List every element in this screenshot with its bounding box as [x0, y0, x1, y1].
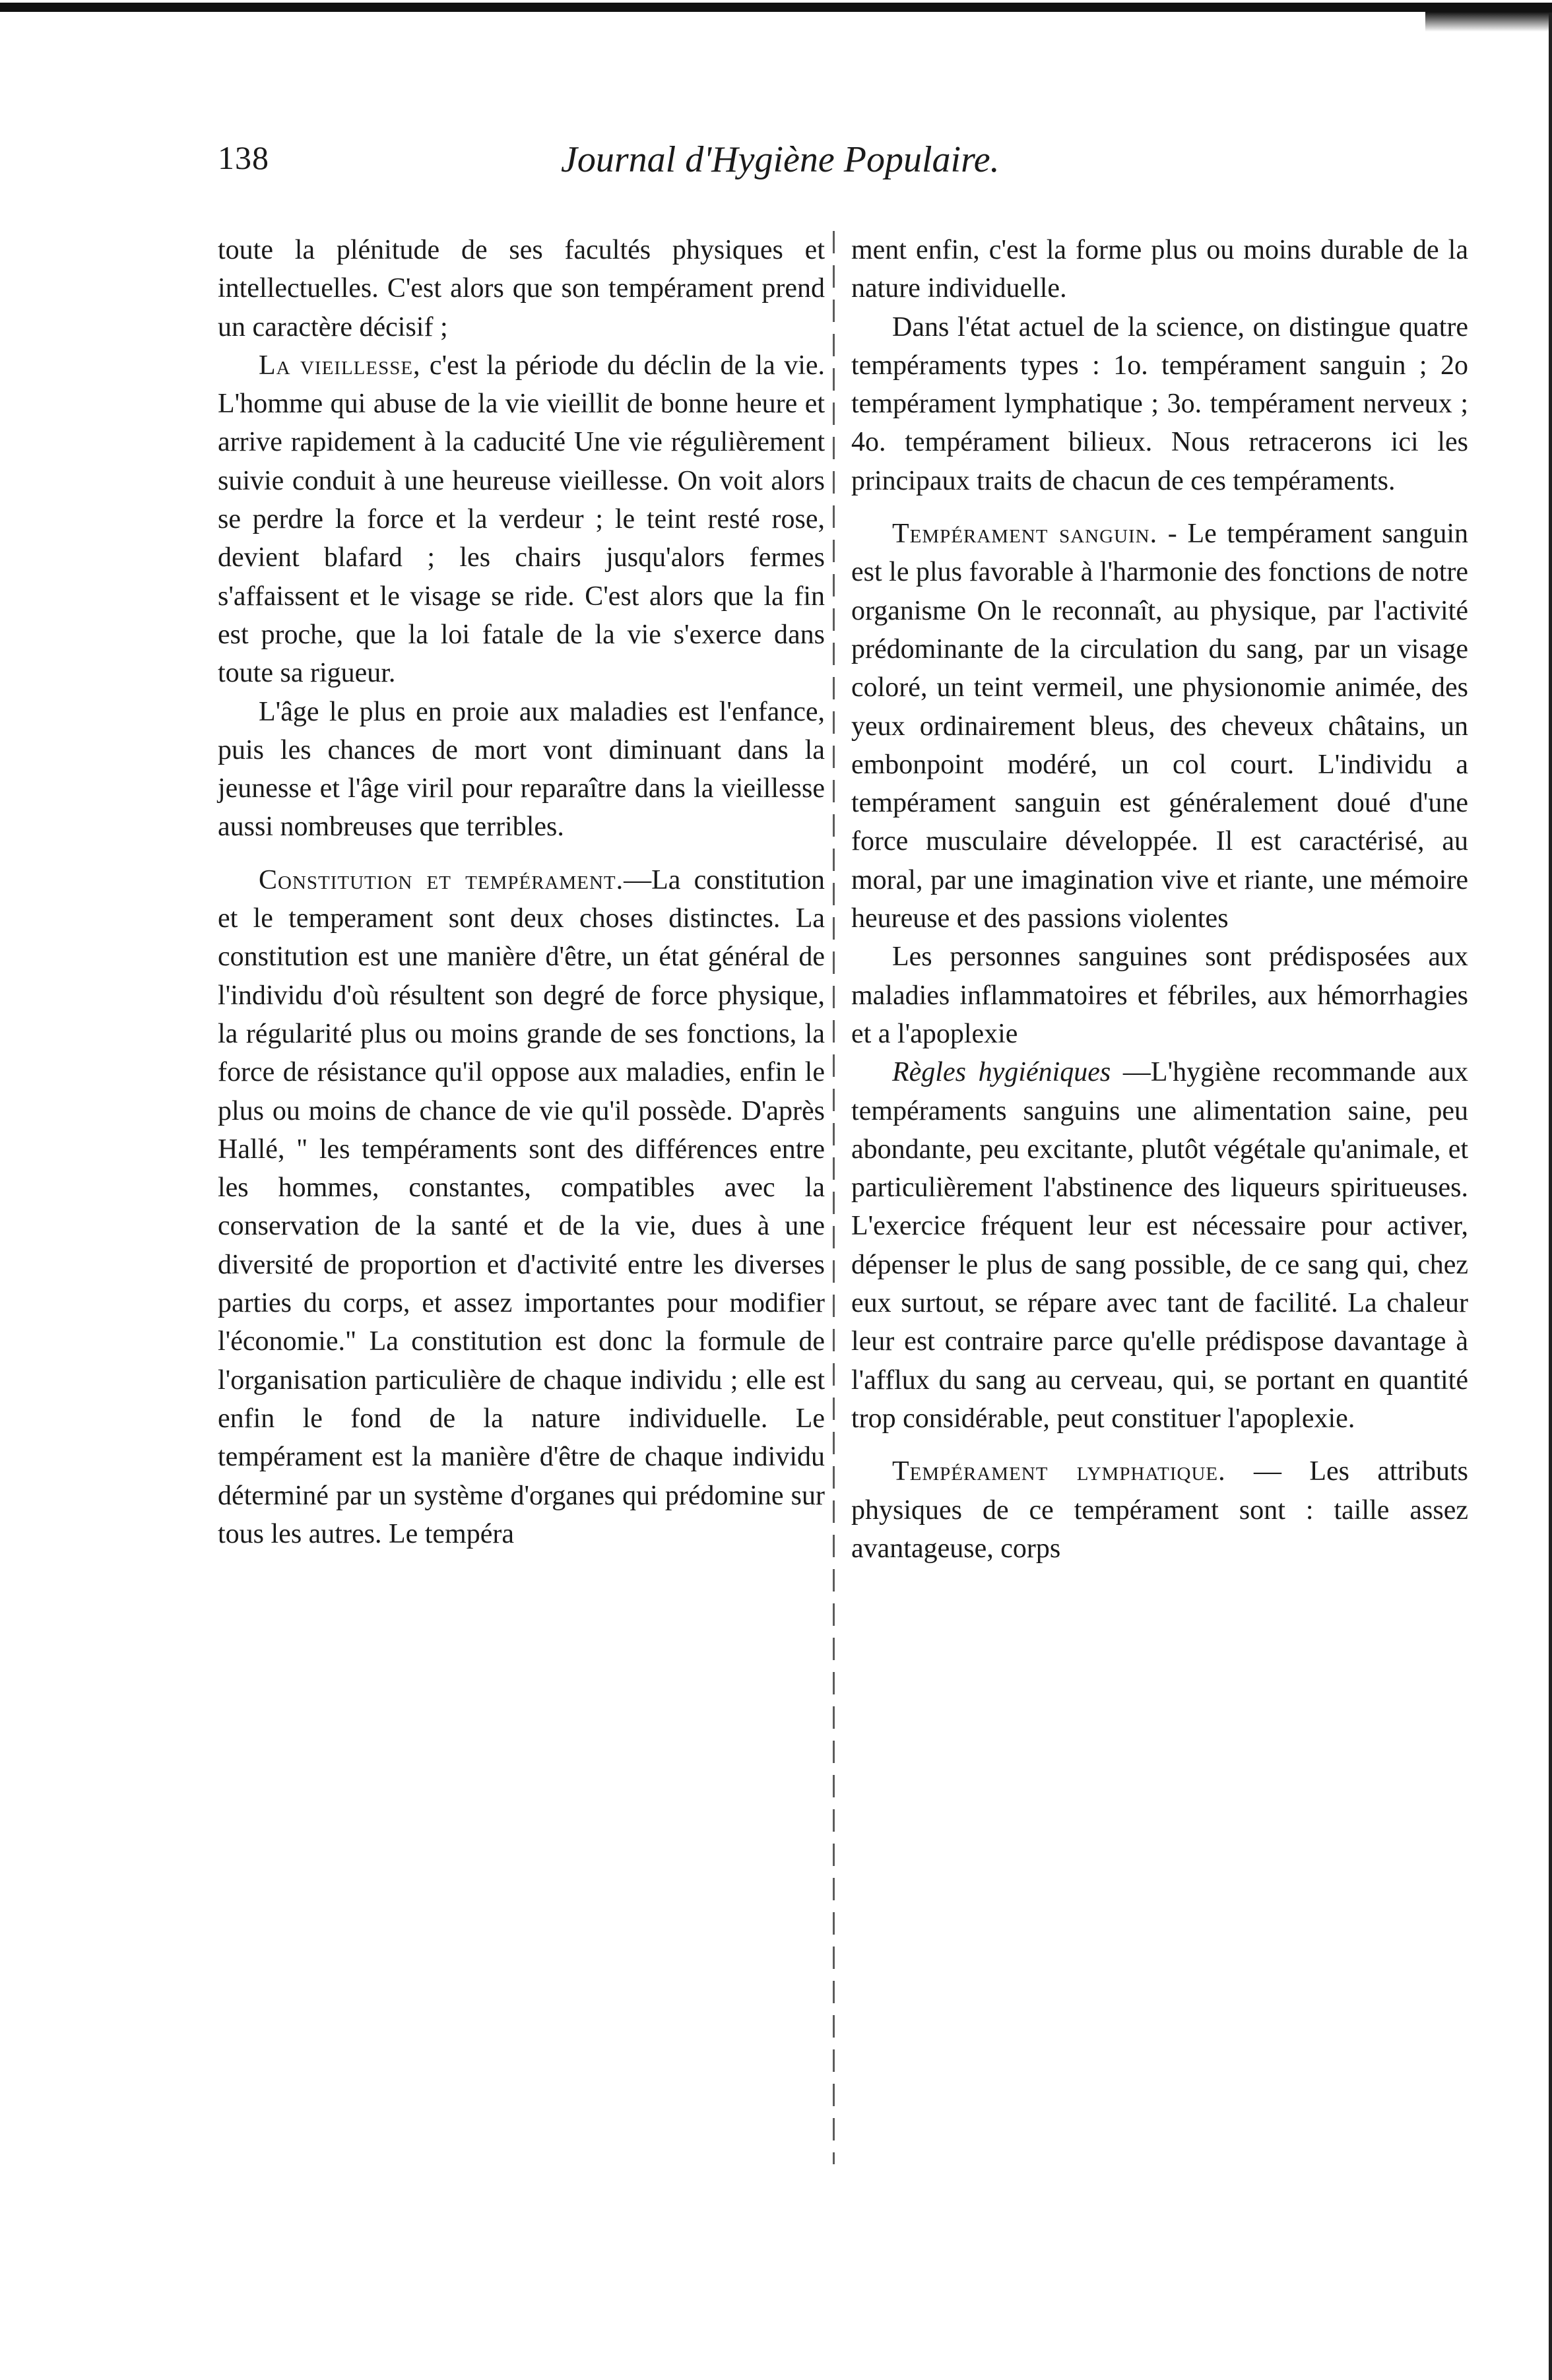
paragraph: [851, 1053, 1468, 1438]
section-heading: La vieillesse,: [259, 350, 421, 381]
section-heading: Règles hygiéniques: [892, 1057, 1111, 1088]
section-heading: Tempérament sanguin.: [892, 519, 1158, 550]
column-divider: [833, 231, 835, 2164]
paragraph-text: —L'hygiène recommande aux tempéraments sanguins une alimentation saine, peu abondante, peu excitante, plutôt végétale qu'animale, et particulièrement l'abstinence des liqueurs spiritueuses. L'exercice fréquent leur est nécessaire pour activer, dépenser le plus de sang possible, de ce sang qui, chez eux surtout, se répare avec tant de facilité. La chaleur leur est contraire parce qu'elle prédispose davantage à l'afflux du sang au cerveau, qui, se portant en quantité trop considérable, peut constituer l'apoplexie.: [851, 1057, 1468, 1434]
page-number: 138: [218, 139, 269, 176]
paragraph: L'âge le plus en proie aux maladies est l'enfance, puis les chances de mort vont diminuant dans la jeunesse et l'âge viril pour reparaître dans la vieillesse aussi nombreuses que terribles.: [218, 696, 825, 843]
paragraph-text: c'est la période du déclin de la vie. L'homme qui abuse de la vie vieillit de bonne heure et arrive rapidement à la caducité Une vie régulièrement suivie conduit à une heureuse vieillesse. On voit alors se perdre la force et la verdeur ; le teint resté rose, devient blafard ; les chairs jusqu'alors fermes s'affaissent et le visage se ride. C'est alors que la fin est proche, que la loi fatale de la vie s'exerce dans toute sa rigueur.: [218, 350, 825, 689]
paragraph-text: —La constitution et le temperament sont deux choses distinctes. La constitution est une manière d'être, un état général de l'individu d'où résultent son degré de force physique, la régularité plus ou moins grande de ses fonctions, la force de résistance qu'il oppose aux maladies, enfin le plus ou moins de chance de vie qu'il possède. D'après Hallé, " les tempéraments sont des différences entre les hommes, constantes, compatibles avec la conservation de la santé et de la vie, dues à une diversité de proportion et d'activité entre les diverses parties du corps, et assez importantes pour modifier l'économie." La constitution est donc la formule de l'organisation particulière de chaque individu ; elle est enfin le fond de la nature individuelle. Le tempérament est la manière d'être de chaque individu déterminé par un système d'organes qui prédomine sur tous les autres. Le tempéra: [218, 864, 825, 1549]
top-border: [0, 3, 1552, 12]
paragraph: [851, 515, 1468, 938]
paragraph: [851, 1452, 1468, 1568]
right-border: [1549, 13, 1552, 2380]
paragraph: [218, 861, 825, 1553]
paragraph: Les personnes sanguines sont prédisposées aux maladies inflammatoires et fébriles, aux hémorrhagies et a l'apoplexie: [851, 942, 1468, 1049]
paragraph: ment enfin, c'est la forme plus ou moins durable de la nature individuelle.: [851, 235, 1468, 304]
paragraph-text: — Les attributs physiques de ce tempérament sont : taille assez avantageuse, corps: [851, 1456, 1468, 1564]
paragraph: Dans l'état actuel de la science, on distingue quatre tempéraments types : 1o. tempérament sanguin ; 2o tempérament lymphatique ; 3o. tempérament nerveux ; 4o. tempérament bilieux. Nous retracerons ici les principaux traits de chacun de ces tempéraments.: [851, 311, 1468, 496]
left-column: [218, 231, 825, 1553]
top-border-edge: [1425, 12, 1552, 32]
paragraph: [218, 346, 825, 693]
journal-title: Journal d'Hygiène Populaire.: [561, 139, 1000, 180]
paragraph-text: - Le tempérament sanguin est le plus favorable à l'harmonie des fonctions de notre organisme On le reconnaît, au physique, par l'activité prédominante de la circulation du sang, par un visage coloré, un teint vermeil, une physionomie animée, des yeux ordinairement bleus, des cheveux châtains, un embonpoint modéré, un col court. L'individu a tempérament sanguin est généralement doué d'une force musculaire développée. Il est caractérisé, au moral, par une imagination vive et riante, une mémoire heureuse et des passions violentes: [851, 519, 1468, 934]
paragraph: toute la plénitude de ses facultés physiques et intellectuelles. C'est alors que son tempérament prend un caractère décisif ;: [218, 235, 825, 342]
section-heading: Tempérament lymphatique.: [892, 1456, 1226, 1487]
right-column: [851, 231, 1468, 1568]
page-header: [218, 139, 1471, 185]
section-heading: Constitution et tempérament.: [259, 864, 624, 895]
